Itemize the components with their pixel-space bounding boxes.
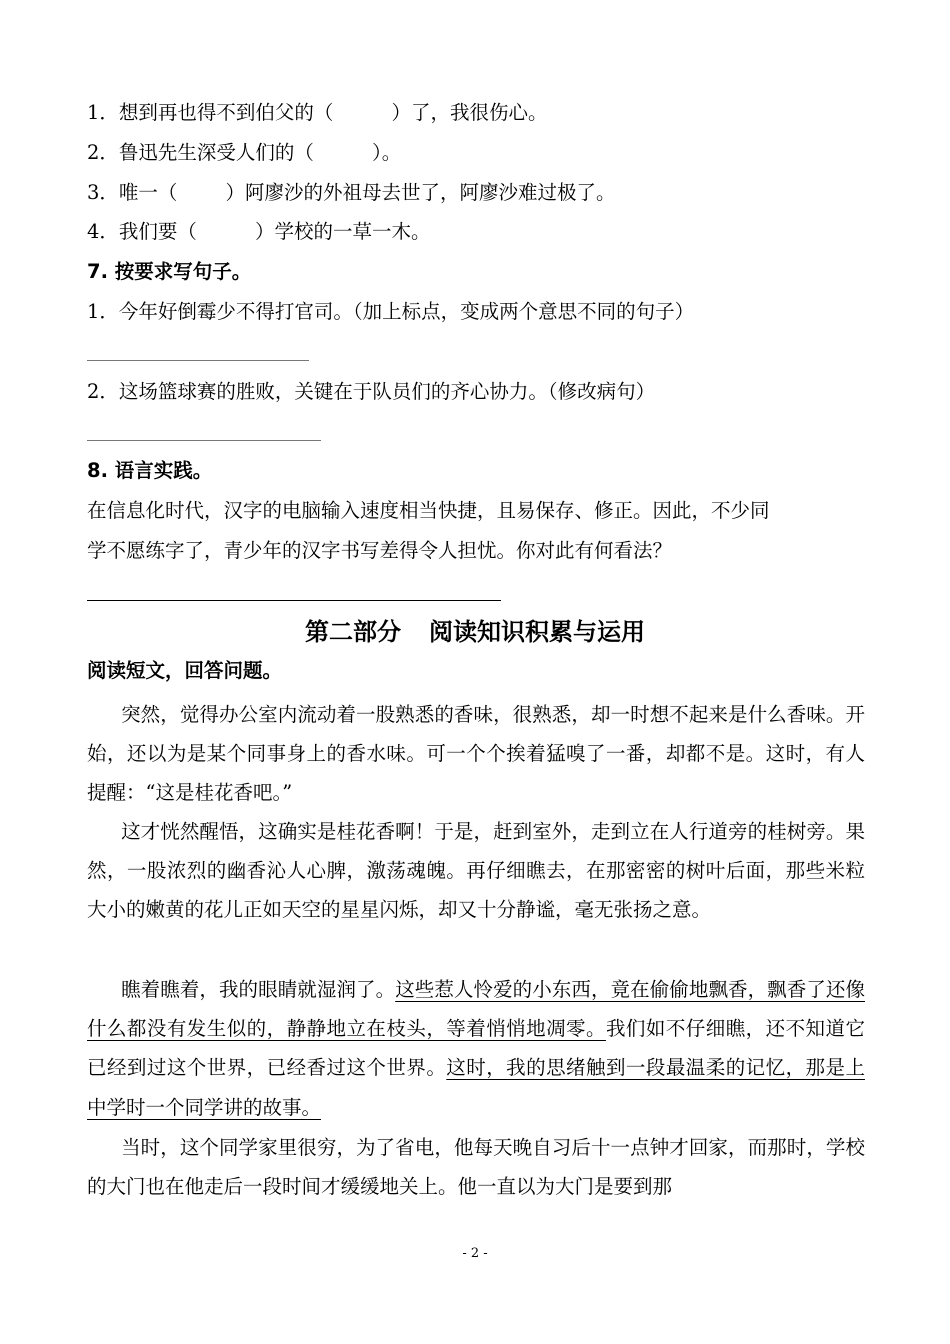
item-number: 1． (87, 101, 119, 124)
item-text-before: 想到再也得不到伯父的（ (118, 101, 334, 124)
item-text-before: 我们要（ (118, 220, 197, 243)
item-text: 这场篮球赛的胜败，关键在于队员们的齐心协力。（修改病句） (118, 380, 656, 403)
paragraph-text: 突然，觉得办公室内流动着一股熟悉的香味，很熟悉，却一时想不起来是什么香味。开始，还以为是某个同事身上的香水味。可一个个挨着猛嗅了一番，却都不是。这时，有人提醒：“这是桂花香吧。” (87, 703, 865, 805)
item-text-before: 唯一（ (118, 181, 178, 204)
q8-prompt-line-2: 学不愿练字了，青少年的汉字书写差得令人担忧。你对此有何看法？ (87, 539, 673, 562)
paragraph-text: 我们如不仔细瞧，还不知道它已经到过这个世界，已经香过这个世界。 (87, 1017, 865, 1080)
page-number: - 2 - (462, 1246, 488, 1261)
item-text-after: ）学校的一草一木。 (254, 220, 431, 243)
item-text-before: 鲁迅先生深受人们的（ (118, 141, 314, 164)
passage-paragraph-2 (87, 812, 865, 930)
item-text-after: ）阿廖沙的外祖母去世了，阿廖沙难过极了。 (225, 181, 616, 204)
item-text-after: ）。 (371, 141, 402, 164)
item-number: 2． (87, 380, 119, 403)
paragraph-text: 瞧着瞧着，我的眼睛就湿润了。 (121, 978, 396, 1001)
q6-item-2 (87, 139, 401, 167)
underlined-sentence-2: 这时，我的思绪触到一段最温柔的记忆，那是上中学时一个同学讲的故事。 (87, 1056, 865, 1119)
q8-heading: 8. 语言实践。 (87, 459, 213, 482)
q7-heading: 7. 按要求写句子。 (87, 260, 252, 283)
q8-prompt-line-1: 在信息化时代，汉字的电脑输入速度相当快捷，且易保存、修正。因此，不少同 (87, 499, 770, 522)
paragraph-text: 当时，这个同学家里很穷，为了省电，他每天晚自习后十一点钟才回家，而那时，学校的大门也在他走后一段时间才缓缓地关上。他一直以为大门是要到那 (87, 1136, 865, 1199)
underlined-sentence-1: 这些惹人怜爱的小东西，竟在偷偷地飘香，飘香了还像什么都没有发生似的，静静地立在枝头，等着悄悄地凋零。 (87, 978, 865, 1041)
q6-item-3 (87, 179, 615, 207)
passage-paragraph-4 (87, 1128, 865, 1206)
item-number: 4． (87, 220, 119, 243)
answer-line-3[interactable] (87, 600, 501, 601)
reading-instruction: 阅读短文，回答问题。 (87, 659, 283, 682)
item-number: 2． (87, 141, 119, 164)
item-number: 1． (87, 300, 119, 323)
section-title-name: 阅读知识积累与运用 (429, 618, 645, 646)
q6-item-1 (87, 99, 547, 127)
section-title-part: 第二部分 (305, 618, 401, 646)
passage-paragraph-1 (87, 695, 865, 813)
section-title (0, 617, 950, 647)
paragraph-text: 这才恍然醒悟，这确实是桂花香啊！于是，赶到室外，走到立在人行道旁的桂树旁。果然，一股浓烈的幽香沁人心脾，激荡魂魄。再仔细瞧去，在那密密的树叶后面，那些米粒大小的嫩黄的花儿正如天空的星星闪烁，却又十分静谧，毫无张扬之意。 (87, 820, 865, 922)
q7-item-1 (87, 298, 694, 326)
q7-item-2 (87, 378, 655, 406)
item-number: 3． (87, 181, 119, 204)
passage-paragraph-3 (87, 970, 865, 1127)
answer-line-2[interactable] (87, 440, 321, 441)
item-text-after: ）了，我很伤心。 (391, 101, 548, 124)
q6-item-4 (87, 218, 430, 246)
item-text: 今年好倒霉少不得打官司。（加上标点，变成两个意思不同的句子） (118, 300, 695, 323)
answer-line-1[interactable] (87, 360, 309, 361)
